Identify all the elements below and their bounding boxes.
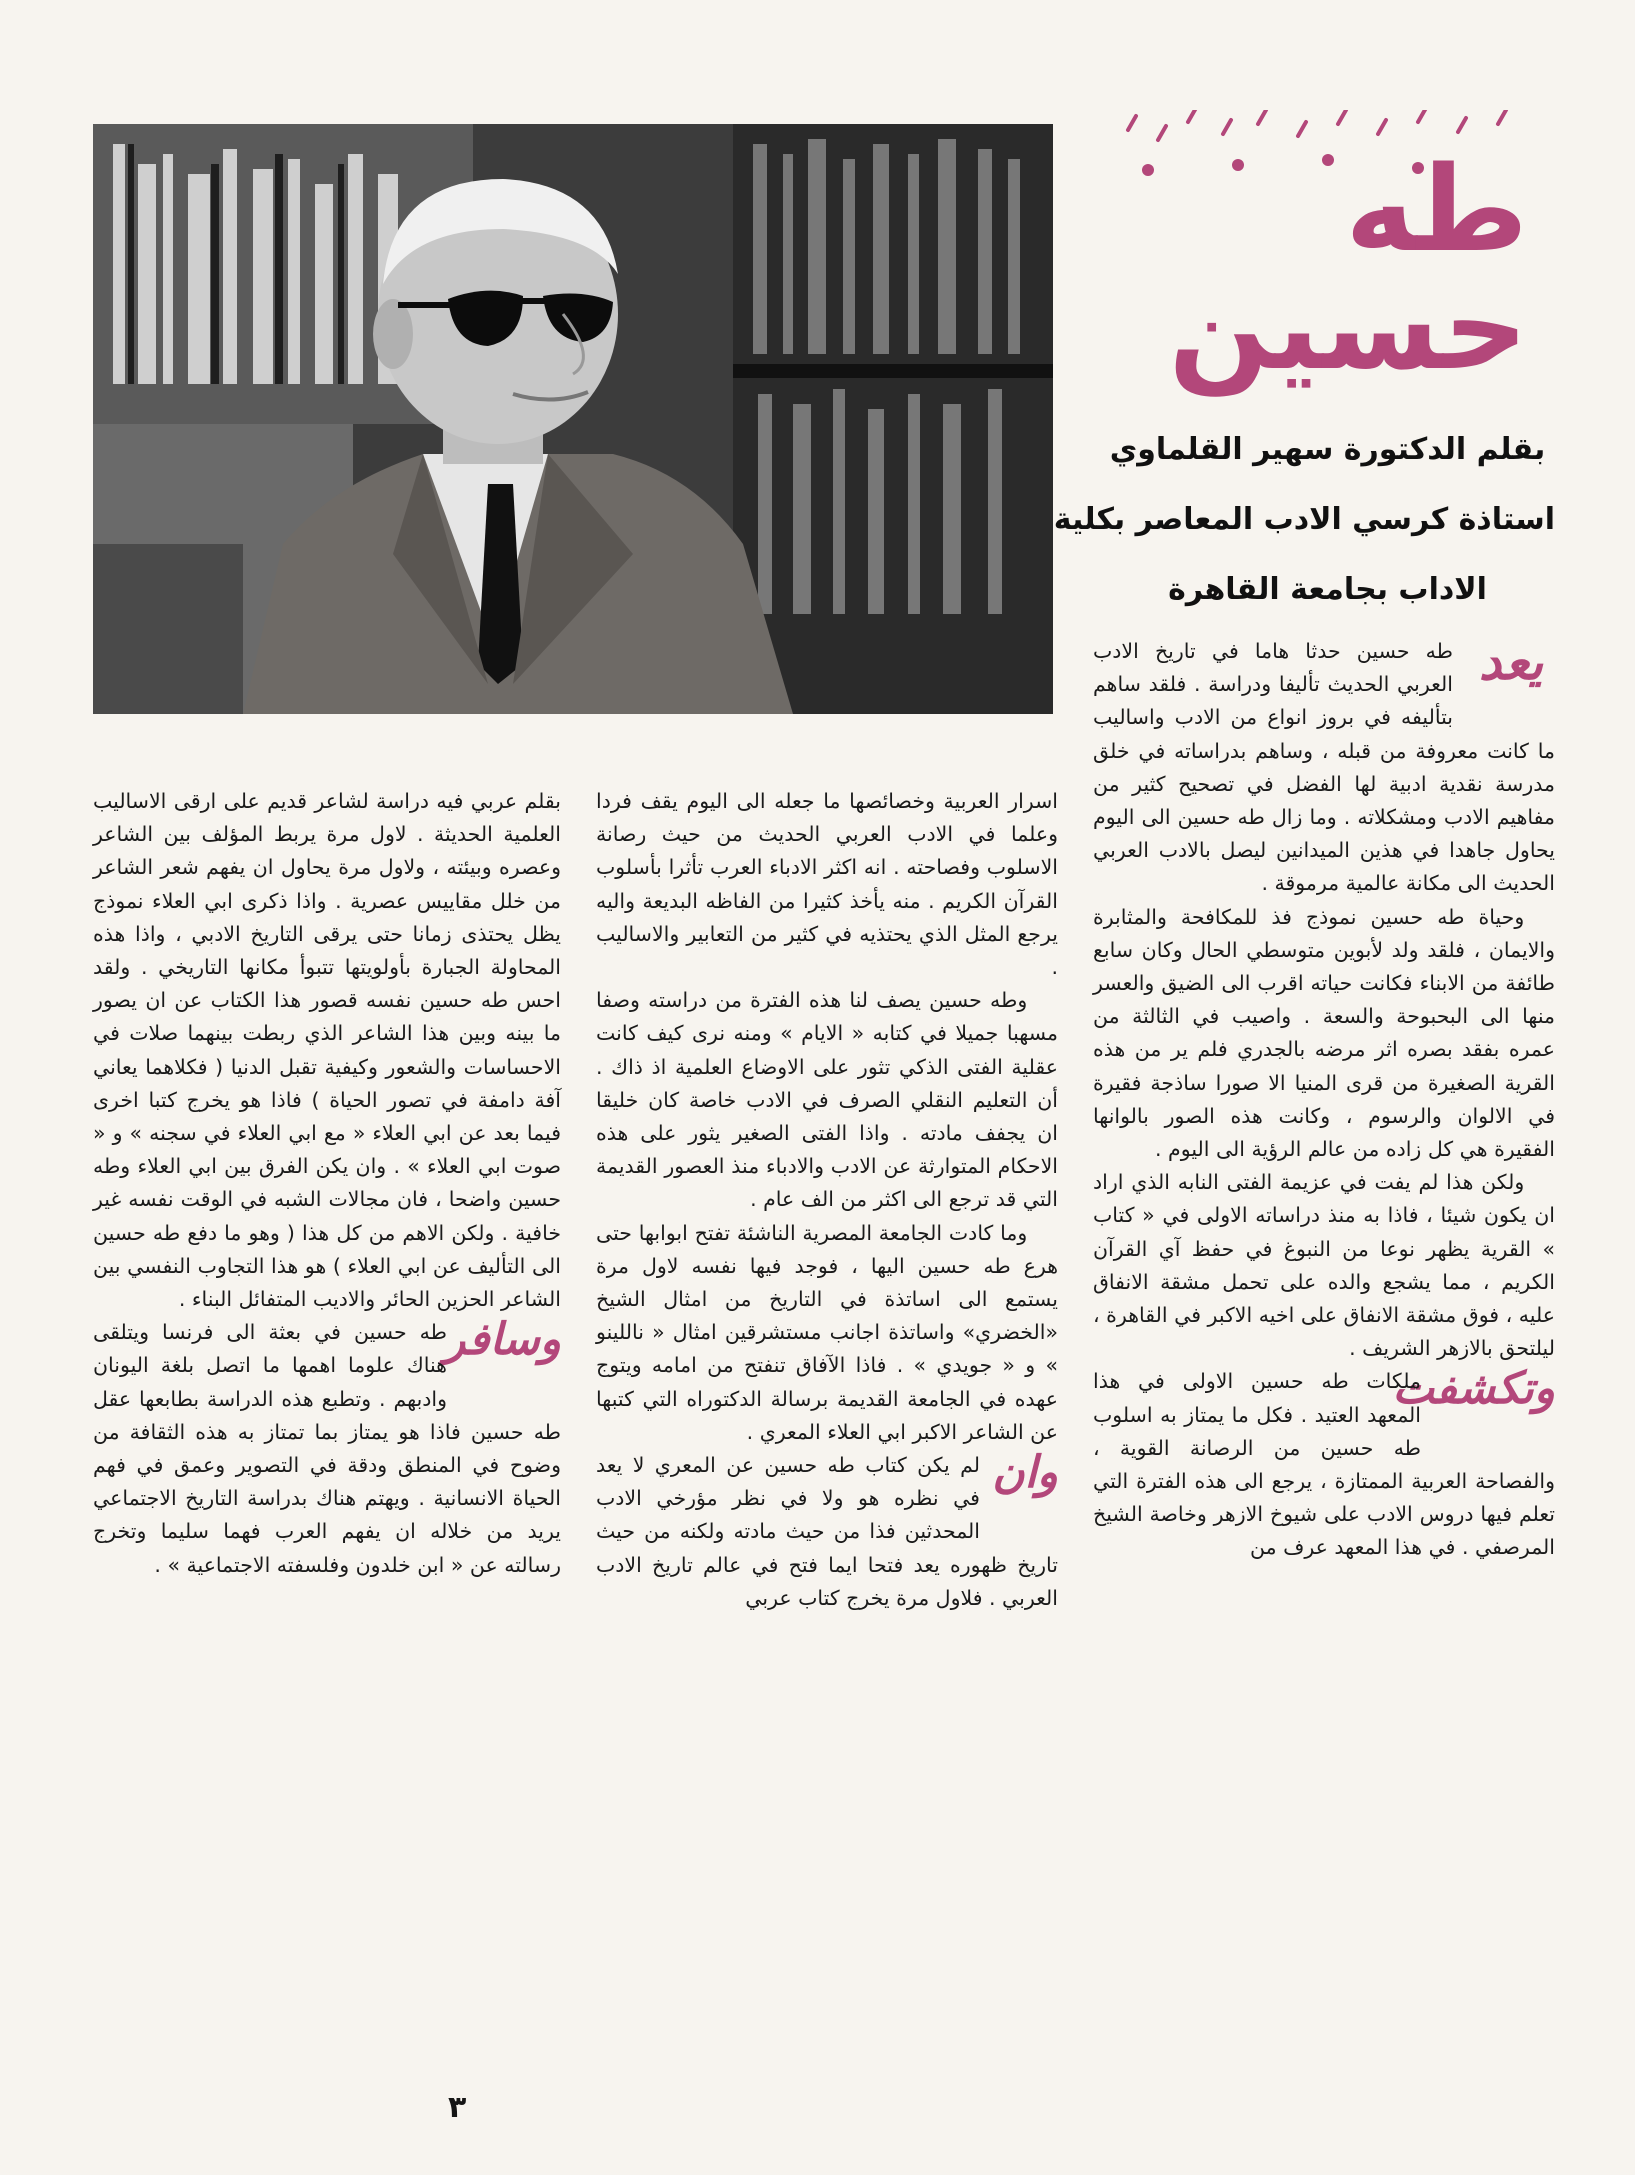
dropcap-word: يعد (1478, 633, 1544, 691)
paragraph: اسرار العربية وخصائصها ما جعله الى اليوم يقف فردا وعلما في الادب العربي الحديث من حيث رصانة الاسلوب وفصاحته . انه اكثر الادباء العرب تأثرا بأسلوب القرآن الكريم . منه يأخذ كثيرا من الفاظه البديعة واليه يرجع المثل الذي يحتذيه في كثير من التعابير والاساليب . (596, 789, 1058, 980)
paragraph: لم يكن كتاب طه حسين عن المعري لا يعد في نظره هو ولا في نظر مؤرخي الادب المحدثين فذا من حيث مادته ولكنه من حيث تاريخ ظهوره يعد فتحا ايما فتح في عالم تاريخ الادب العربي . فلاول مرة يخرج كتاب عربي (596, 1453, 1058, 1610)
column-middle (596, 785, 1058, 2035)
paragraph: ولكن هذا لم يفت في عزيمة الفتى النابه الذي اراد ان يكون شيئا ، فاذا به منذ دراساته الاولى في « كتاب » القرية يظهر نوعا من النبوغ في حفظ آي القرآن الكريم ، مما يشجع والده على تحمل مشقة الانفاق عليه ، فوق مشقة الانفاق على اخيه الاكبر في القاهرة ، ليلتحق بالازهر الشريف . (1093, 1170, 1555, 1361)
portrait-photo (93, 124, 1053, 714)
byline-position: استاذة كرسي الادب المعاصر بكلية (1053, 502, 1555, 537)
byline-author: بقلم الدكتورة سهير القلماوي (1109, 432, 1546, 467)
article-title: طه حسين (1168, 140, 1528, 396)
column-left (93, 785, 561, 2035)
column-right (1093, 635, 1555, 2030)
paragraph: وما كادت الجامعة المصرية الناشئة تفتح ابوابها حتى هرع طه حسين اليها ، فوجد فيها نفسه لاول مرة يستمع الى اساتذة في التاريخ من امثال الشيخ «الخضري» واساتذة اجانب مستشرقين امثال « ناللينو » و « جويدي » . فاذا الآفاق تنفتح من امامه ويتوج عهده في الجامعة القديمة برسالة الدكتوراه التي كتبها عن الشاعر الاكبر ابي العلاء المعري . (596, 1220, 1058, 1444)
dropcap-word: وسافر (444, 1314, 561, 1366)
dropcap-word: وان (992, 1447, 1058, 1499)
paragraph: وطه حسين يصف لنا هذه الفترة من دراسته وصفا مسهبا جميلا في كتابه « الايام » ومنه نرى كيف كانت عقلية الفتى الذكي تثور على الاوضاع العلمية اذ ذاك . أن التعليم النقلي الصرف في الادب خاصة كان خليقا ان يجفف مادته . واذا الفتى الصغير يثور على هذه الاحكام المتوارثة عن الادب والادباء منذ العصور القديمة التي قد ترجع الى اكثر من الف عام . (596, 988, 1058, 1212)
paragraph: ملكات طه حسين الاولى في هذا المعهد العتيد . فكل ما يمتاز به اسلوب طه حسين من الرصانة القوية ، والفصاحة العربية الممتازة ، يرجع الى هذه الفترة التي تعلم فيها دروس الادب على شيوخ الازهر وخاصة الشيخ المرصفي . في هذا المعهد عرف من (1093, 1369, 1555, 1560)
author-byline (1053, 415, 1555, 625)
paragraph: وحياة طه حسين نموذج فذ للمكافحة والمثابرة والايمان ، فلقد ولد لأبوين متوسطي الحال وكان سابع طائفة من الابناء فكانت حياته اقرب الى الضيق والعسر منها الى البحبوحة والسعة . واصيب في الثالثة من عمره بفقد بصره اثر مرضه بالجدري فلم ير من هذه القرية الصغيرة من قرى المنيا الا صورا ساذجة فقيرة في الالوان والرسوم ، وكانت هذه الصور بالوانها الفقيرة هي كل زاده من عالم الرؤية الى اليوم . (1093, 904, 1555, 1162)
paragraph: بقلم عربي فيه دراسة لشاعر قديم على ارقى الاساليب العلمية الحديثة . لاول مرة يربط المؤلف بين الشاعر وعصره وبيئته ، ولاول مرة يحاول ان يفهم شعر الشاعر من خلل مقاييس عصرية . واذا ذكرى ابي العلاء نموذج يظل يحتذى زمانا حتى يرقى التاريخ الادبي ، واذا هذه المحاولة الجبارة بأولويتها تتبوأ مكانها التاريخي . ولقد احس طه حسين نفسه قصور هذا الكتاب عن ان يصور ما بينه وبين هذا الشاعر الذي ربطت بينهما صلات في الاحساسات والشعور وكيفية تقبل الدنيا ( فكلاهما يعاني آفة دامفة في تصور الحياة ) فاذا هو يخرج كتبا اخرى فيما بعد عن ابي العلاء « مع ابي العلاء في سجنه » و « صوت ابي العلاء » . وان يكن الفرق بين ابي العلاء وطه حسين واضحا ، فان مجالات الشبه في الوقت نفسه غير خافية . ولكن الاهم من كل هذا ( وهو ما دفع طه حسين الى التأليف عن ابي العلاء ) هو هذا التجاوب النفسي بين الشاعر الحزين الحائر والاديب المتفائل البناء . (93, 789, 561, 1312)
paragraph: طه حسين في بعثة الى فرنسا ويتلقى هناك علوما اهمها ما اتصل بلغة اليونان وادبهم . وتطبع هذه الدراسة بطابعها عقل طه حسين فاذا هو يمتاز بما تمتاز به هذه الثقافة من وضوح في المنطق ودقة في التصوير وعمق في فهم الحياة الانسانية . ويهتم هناك بدراسة التاريخ الاجتماعي يريد من خلاله ان يفهم العرب فهما سليما وتخرج رسالته عن « ابن خلدون وفلسفته الاجتماعية » . (93, 1320, 561, 1577)
byline-institution: الاداب بجامعة القاهرة (1168, 572, 1487, 607)
article-masthead (1088, 110, 1558, 396)
page-number: ٣ (448, 2090, 467, 2125)
dropcap-word: وتكشفت (1392, 1363, 1555, 1415)
paragraph: طه حسين حدثا هاما في تاريخ الادب العربي الحديث تأليفا ودراسة . فلقد ساهم بتأليفه في بروز انواع من الادب واساليب ما كانت معروفة من قبله ، وساهم بدراساته في خلق مدرسة نقدية ادبية لها الفضل في تصحيح كثير من مفاهيم الادب ومشكلاته . وما زال طه حسين الى اليوم يحاول جاهدا في هذين الميدانين ليصل بالادب العربي الحديث الى مكانة عالمية مرموقة . (1093, 639, 1555, 896)
